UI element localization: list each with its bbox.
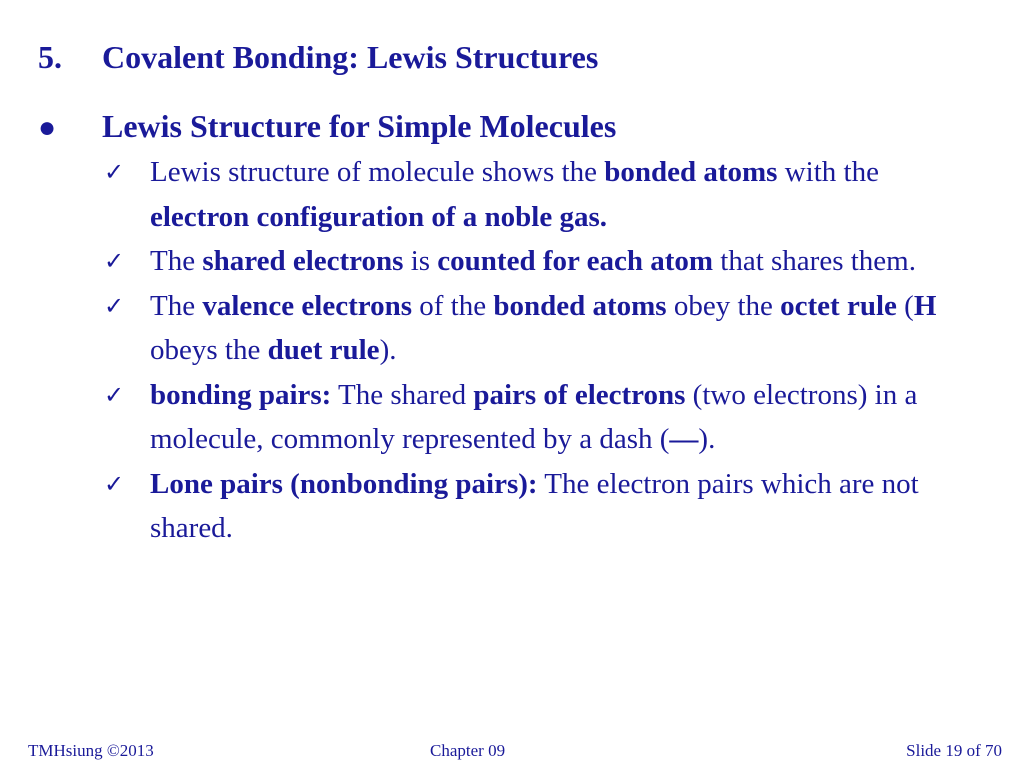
text-run: ( [896, 289, 914, 322]
text-run: The shared [331, 378, 474, 411]
bold-text: — [669, 423, 699, 455]
list-item [104, 373, 984, 462]
bold-text: bonding pairs: [150, 378, 332, 411]
list-item [104, 284, 984, 373]
text-run: Lewis structure of molecule shows the [150, 156, 605, 188]
slide-heading [38, 105, 616, 149]
bold-text: bonded atoms [493, 289, 667, 322]
text-run: ). [379, 334, 397, 366]
checkmark-icon: ✓ [104, 247, 125, 275]
text-run: that shares them. [713, 245, 916, 277]
footer-chapter: Chapter 09 [430, 741, 506, 760]
text-run: The [150, 245, 203, 277]
list-item [104, 239, 984, 284]
bold-text: shared electrons [202, 245, 404, 277]
bold-text: octet rule [780, 289, 897, 322]
bold-text: duet rule [267, 334, 380, 366]
checkmark-icon: ✓ [104, 158, 125, 186]
text-run: ). [698, 423, 716, 455]
text-run: with the [777, 156, 879, 188]
bold-text: bonded atoms [604, 156, 778, 188]
checkmark-icon: ✓ [104, 380, 125, 409]
text-run: The [150, 289, 203, 322]
list-item [104, 150, 984, 239]
text-run: obey the [666, 289, 781, 322]
text-run: is [403, 245, 438, 277]
text-run: of the [412, 289, 494, 322]
section-title: Covalent Bonding: Lewis Structures [102, 39, 599, 75]
bold-text: valence electrons [202, 289, 412, 322]
bullet-icon: ● [38, 111, 57, 144]
list-item [104, 462, 984, 551]
bullet-list [104, 150, 984, 551]
text-run: The electron pairs which are not shared. [150, 467, 919, 544]
heading-text: Lewis Structure for Simple Molecules [102, 108, 617, 144]
section-number: 5. [38, 39, 62, 75]
bold-text: pairs of electrons [473, 378, 686, 411]
bold-text: Lone pairs (nonbonding pairs): [150, 467, 538, 500]
footer-author: TMHsiung ©2013 [28, 741, 154, 760]
text-run: (two electrons) in a molecule, commonly represented by a dash ( [150, 378, 918, 455]
bold-text: electron configuration of a noble gas. [150, 200, 607, 233]
bold-text: counted for each atom [437, 245, 714, 277]
slide-title [38, 36, 598, 78]
footer-slide-number: Slide 19 of 70 [906, 741, 1002, 760]
checkmark-icon: ✓ [104, 291, 125, 320]
text-run: obeys the [150, 334, 268, 366]
bold-text: H [913, 289, 937, 322]
checkmark-icon: ✓ [104, 469, 125, 498]
